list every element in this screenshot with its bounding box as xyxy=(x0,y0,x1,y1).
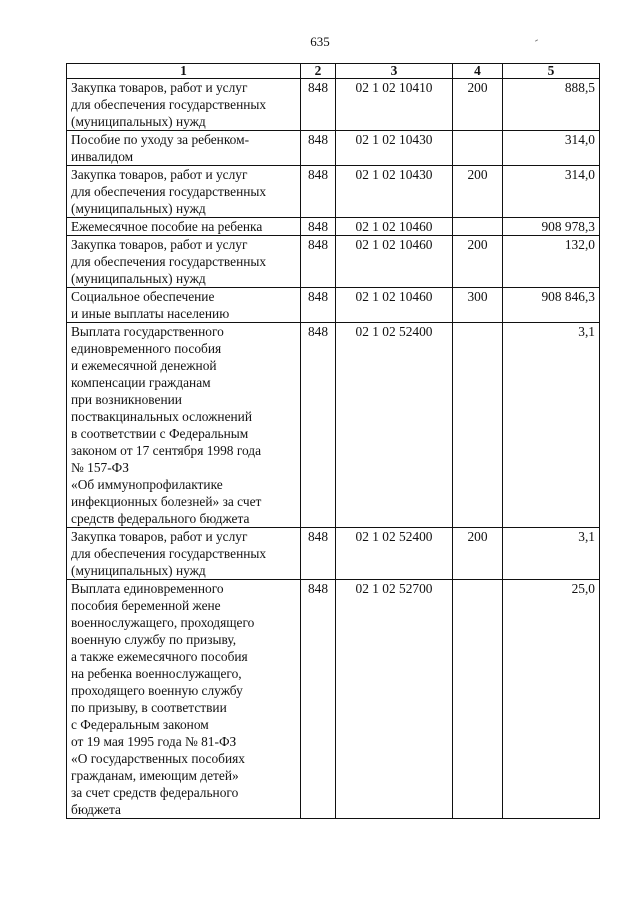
ministry-code-cell: 848 xyxy=(301,131,336,166)
amount-cell: 908 846,3 xyxy=(503,288,600,323)
expense-name-line: гражданам, имеющим детей» xyxy=(71,768,239,783)
amount-cell: 888,5 xyxy=(503,79,600,131)
amount-cell: 25,0 xyxy=(503,580,600,819)
header-col-3: 3 xyxy=(336,64,453,79)
expense-name-cell xyxy=(67,131,301,166)
expense-name-cell xyxy=(67,528,301,580)
expense-name-line: и иные выплаты населению xyxy=(71,306,230,321)
table-row xyxy=(67,166,600,218)
header-col-1: 1 xyxy=(67,64,301,79)
expense-name-line: проходящего военную службу xyxy=(71,683,243,698)
expense-name-line: по призыву, в соответствии xyxy=(71,700,227,715)
table-row xyxy=(67,288,600,323)
table-body xyxy=(67,79,600,819)
expense-name-line: инфекционных болезней» за счет xyxy=(71,494,262,509)
expense-name-line: для обеспечения государственных xyxy=(71,97,267,112)
header-col-4: 4 xyxy=(453,64,503,79)
expense-name-line: (муниципальных) нужд xyxy=(71,563,206,578)
expense-name-line: пособия беременной жене xyxy=(71,598,221,613)
expense-type-cell: 200 xyxy=(453,528,503,580)
header-row xyxy=(67,64,600,79)
expense-name-line: средств федерального бюджета xyxy=(71,511,250,526)
expense-name-line: поствакцинальных осложнений xyxy=(71,409,253,424)
table-row xyxy=(67,323,600,528)
expense-name-cell xyxy=(67,580,301,819)
expense-name-line: для обеспечения государственных xyxy=(71,184,267,199)
expense-name-line: «О государственных пособиях xyxy=(71,751,245,766)
expense-name-line: в соответствии с Федеральным xyxy=(71,426,249,441)
expense-name-line: Закупка товаров, работ и услуг xyxy=(71,529,248,544)
expense-name-line: а также ежемесячного пособия xyxy=(71,649,248,664)
expense-name-line: Закупка товаров, работ и услуг xyxy=(71,167,248,182)
expense-type-cell xyxy=(453,580,503,819)
expense-name-line: для обеспечения государственных xyxy=(71,254,267,269)
ministry-code-cell: 848 xyxy=(301,236,336,288)
expense-name-line: Выплата государственного xyxy=(71,324,224,339)
expense-name-line: Закупка товаров, работ и услуг xyxy=(71,237,248,252)
header-col-5: 5 xyxy=(503,64,600,79)
target-article-cell: 02 1 02 52400 xyxy=(336,528,453,580)
page-number: 635 xyxy=(310,34,330,49)
amount-cell: 908 978,3 xyxy=(503,218,600,236)
table-row xyxy=(67,79,600,131)
ministry-code-cell: 848 xyxy=(301,79,336,131)
budget-table xyxy=(66,63,600,819)
expense-name-line: за счет средств федерального xyxy=(71,785,239,800)
amount-cell: 3,1 xyxy=(503,528,600,580)
expense-name-line: (муниципальных) нужд xyxy=(71,114,206,129)
expense-name-cell xyxy=(67,323,301,528)
expense-name-line: «Об иммунопрофилактике xyxy=(71,477,223,492)
expense-name-line: Пособие по уходу за ребенком- xyxy=(71,132,250,147)
expense-type-cell xyxy=(453,218,503,236)
expense-name-line: военнослужащего, проходящего xyxy=(71,615,255,630)
expense-type-cell xyxy=(453,323,503,528)
expense-name-line: Выплата единовременного xyxy=(71,581,224,596)
expense-type-cell xyxy=(453,131,503,166)
expense-type-cell: 200 xyxy=(453,166,503,218)
expense-type-cell: 200 xyxy=(453,79,503,131)
amount-cell: 3,1 xyxy=(503,323,600,528)
table-header xyxy=(67,64,600,79)
expense-name-line: инвалидом xyxy=(71,149,134,164)
expense-name-cell xyxy=(67,288,301,323)
table-row xyxy=(67,580,600,819)
expense-type-cell: 300 xyxy=(453,288,503,323)
ministry-code-cell: 848 xyxy=(301,166,336,218)
expense-name-line: (муниципальных) нужд xyxy=(71,201,206,216)
expense-name-cell xyxy=(67,218,301,236)
target-article-cell: 02 1 02 10410 xyxy=(336,79,453,131)
expense-name-line: Ежемесячное пособие на ребенка xyxy=(71,219,263,234)
expense-name-line: от 19 мая 1995 года № 81-ФЗ xyxy=(71,734,237,749)
expense-name-line: законом от 17 сентября 1998 года xyxy=(71,443,262,458)
expense-name-line: и ежемесячной денежной xyxy=(71,358,217,373)
expense-name-cell xyxy=(67,79,301,131)
ministry-code-cell: 848 xyxy=(301,288,336,323)
ministry-code-cell: 848 xyxy=(301,218,336,236)
expense-name-line: (муниципальных) нужд xyxy=(71,271,206,286)
table-row xyxy=(67,131,600,166)
target-article-cell: 02 1 02 10460 xyxy=(336,218,453,236)
expense-name-line: Социальное обеспечение xyxy=(71,289,215,304)
expense-name-line: на ребенка военнослужащего, xyxy=(71,666,242,681)
target-article-cell: 02 1 02 52700 xyxy=(336,580,453,819)
expense-type-cell: 200 xyxy=(453,236,503,288)
expense-name-line: единовременного пособия xyxy=(71,341,222,356)
expense-name-line: компенсации гражданам xyxy=(71,375,211,390)
ministry-code-cell: 848 xyxy=(301,323,336,528)
expense-name-line: с Федеральным законом xyxy=(71,717,209,732)
table-row xyxy=(67,218,600,236)
header-col-2: 2 xyxy=(301,64,336,79)
target-article-cell: 02 1 02 10460 xyxy=(336,288,453,323)
ministry-code-cell: 848 xyxy=(301,580,336,819)
amount-cell: 132,0 xyxy=(503,236,600,288)
expense-name-line: № 157-ФЗ xyxy=(71,460,129,475)
target-article-cell: 02 1 02 10430 xyxy=(336,166,453,218)
amount-cell: 314,0 xyxy=(503,131,600,166)
amount-cell: 314,0 xyxy=(503,166,600,218)
ministry-code-cell: 848 xyxy=(301,528,336,580)
target-article-cell: 02 1 02 10430 xyxy=(336,131,453,166)
expense-name-line: военную службу по призыву, xyxy=(71,632,237,647)
expense-name-cell xyxy=(67,166,301,218)
table-row xyxy=(67,236,600,288)
target-article-cell: 02 1 02 10460 xyxy=(336,236,453,288)
target-article-cell: 02 1 02 52400 xyxy=(336,323,453,528)
expense-name-line: бюджета xyxy=(71,802,121,817)
expense-name-line: при возникновении xyxy=(71,392,182,407)
table-row xyxy=(67,528,600,580)
expense-name-line: Закупка товаров, работ и услуг xyxy=(71,80,248,95)
expense-name-line: для обеспечения государственных xyxy=(71,546,267,561)
expense-name-cell xyxy=(67,236,301,288)
